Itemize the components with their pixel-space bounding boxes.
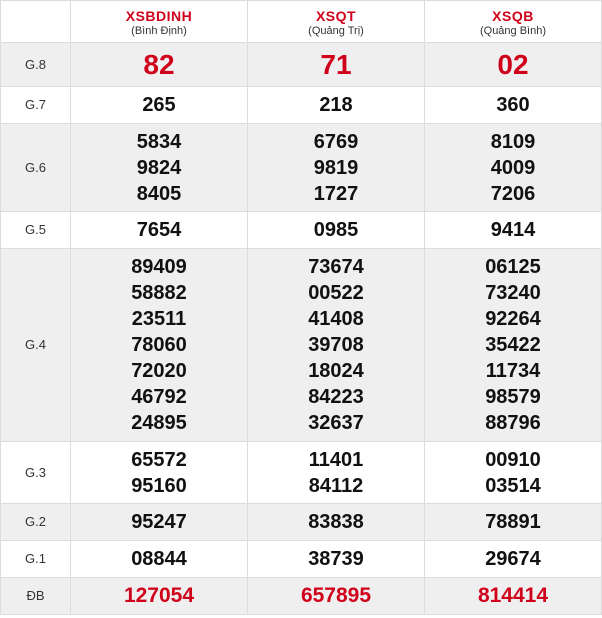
prize-cell xyxy=(71,212,248,249)
prize-label: G.5 xyxy=(1,212,71,249)
prize-number: 06125 xyxy=(485,256,541,278)
prize-cell xyxy=(425,442,602,504)
prize-cell xyxy=(425,43,602,87)
prize-number: 08844 xyxy=(131,548,187,570)
prize-cell xyxy=(71,124,248,212)
prize-number: 78060 xyxy=(131,334,187,356)
prize-number: 46792 xyxy=(131,386,187,408)
prize-number: 6769 xyxy=(313,130,359,153)
prize-number: 89409 xyxy=(131,256,187,278)
prize-label: ĐB xyxy=(1,578,71,615)
prize-row-g1 xyxy=(1,541,602,578)
prize-row-g3 xyxy=(1,442,602,504)
prize-cell xyxy=(71,578,248,615)
prize-number: 7654 xyxy=(136,219,182,241)
prize-cell xyxy=(425,87,602,124)
prize-number: 360 xyxy=(496,94,530,116)
prize-number: 82 xyxy=(143,48,175,80)
province-code-link[interactable]: XSBDINH xyxy=(125,7,193,24)
prize-cell xyxy=(248,87,425,124)
prize-row-special xyxy=(1,578,602,615)
prize-number: 218 xyxy=(319,94,353,116)
prize-number: 35422 xyxy=(485,334,541,356)
prize-number: 4009 xyxy=(490,156,536,179)
prize-number: 00522 xyxy=(308,282,364,304)
prize-number: 88796 xyxy=(485,412,541,434)
prize-cell xyxy=(71,249,248,442)
prize-cell xyxy=(425,249,602,442)
prize-number: 32637 xyxy=(308,412,364,434)
prize-row-g4 xyxy=(1,249,602,442)
prize-label: G.7 xyxy=(1,87,71,124)
prize-number: 11401 xyxy=(308,448,364,471)
prize-cell xyxy=(71,504,248,541)
prize-number: 71 xyxy=(320,48,352,80)
prize-number: 38739 xyxy=(308,548,364,570)
prize-label: G.2 xyxy=(1,504,71,541)
prize-label: G.4 xyxy=(1,249,71,442)
province-code-link[interactable]: XSQT xyxy=(315,7,357,24)
prize-row-g7 xyxy=(1,87,602,124)
province-header-quang-tri xyxy=(248,1,425,43)
prize-number: 73240 xyxy=(485,282,541,304)
prize-number: 98579 xyxy=(485,386,541,408)
prize-label: G.8 xyxy=(1,43,71,87)
prize-number: 7206 xyxy=(490,182,536,205)
prize-number: 73674 xyxy=(308,256,364,278)
special-prize-number: 657895 xyxy=(300,584,372,607)
prize-number: 265 xyxy=(142,94,176,116)
prize-cell xyxy=(248,124,425,212)
prize-label: G.1 xyxy=(1,541,71,578)
prize-cell xyxy=(425,578,602,615)
prize-cell xyxy=(425,541,602,578)
prize-number: 02 xyxy=(497,48,529,80)
prize-cell xyxy=(248,504,425,541)
prize-row-g6 xyxy=(1,124,602,212)
prize-number: 58882 xyxy=(131,282,187,304)
prize-cell xyxy=(248,43,425,87)
special-prize-number: 127054 xyxy=(123,584,195,607)
prize-number: 03514 xyxy=(485,474,541,497)
prize-cell xyxy=(425,124,602,212)
prize-number: 00910 xyxy=(485,448,541,471)
prize-number: 83838 xyxy=(308,511,364,533)
prize-cell xyxy=(71,87,248,124)
prize-number: 9414 xyxy=(490,219,536,241)
prize-number: 84112 xyxy=(308,474,364,497)
prize-row-g8 xyxy=(1,43,602,87)
prize-number: 65572 xyxy=(131,448,187,471)
prize-cell xyxy=(71,43,248,87)
prize-number: 78891 xyxy=(485,511,541,533)
province-name: (Quảng Trị) xyxy=(308,24,364,37)
prize-number: 9824 xyxy=(136,156,182,179)
header-corner xyxy=(1,1,71,43)
prize-cell xyxy=(425,212,602,249)
prize-number: 0985 xyxy=(313,219,359,241)
province-code-link[interactable]: XSQB xyxy=(492,7,534,24)
prize-cell xyxy=(248,442,425,504)
prize-cell xyxy=(248,578,425,615)
prize-cell xyxy=(71,541,248,578)
prize-number: 95247 xyxy=(131,511,187,533)
prize-number: 24895 xyxy=(131,412,187,434)
prize-number: 72020 xyxy=(131,360,187,382)
header-row xyxy=(1,1,602,43)
prize-label: G.6 xyxy=(1,124,71,212)
province-header-binh-dinh xyxy=(71,1,248,43)
prize-row-g5 xyxy=(1,212,602,249)
prize-number: 11734 xyxy=(485,360,541,382)
prize-cell xyxy=(425,504,602,541)
prize-cell xyxy=(248,249,425,442)
province-header-quang-binh xyxy=(425,1,602,43)
prize-number: 23511 xyxy=(131,308,187,330)
prize-cell xyxy=(248,541,425,578)
prize-number: 9819 xyxy=(313,156,359,179)
prize-number: 8109 xyxy=(490,130,536,153)
prize-number: 39708 xyxy=(308,334,364,356)
prize-number: 29674 xyxy=(485,548,541,570)
prize-number: 5834 xyxy=(136,130,182,153)
prize-number: 18024 xyxy=(308,360,364,382)
prize-number: 92264 xyxy=(485,308,541,330)
prize-number: 8405 xyxy=(136,182,182,205)
prize-number: 95160 xyxy=(131,474,187,497)
prize-number: 41408 xyxy=(308,308,364,330)
prize-cell xyxy=(248,212,425,249)
prize-label: G.3 xyxy=(1,442,71,504)
province-name: (Bình Định) xyxy=(131,24,187,37)
prize-cell xyxy=(71,442,248,504)
special-prize-number: 814414 xyxy=(477,584,549,607)
prize-number: 1727 xyxy=(313,182,359,205)
prize-row-g2 xyxy=(1,504,602,541)
prize-number: 84223 xyxy=(308,386,364,408)
province-name: (Quảng Bình) xyxy=(479,24,547,37)
